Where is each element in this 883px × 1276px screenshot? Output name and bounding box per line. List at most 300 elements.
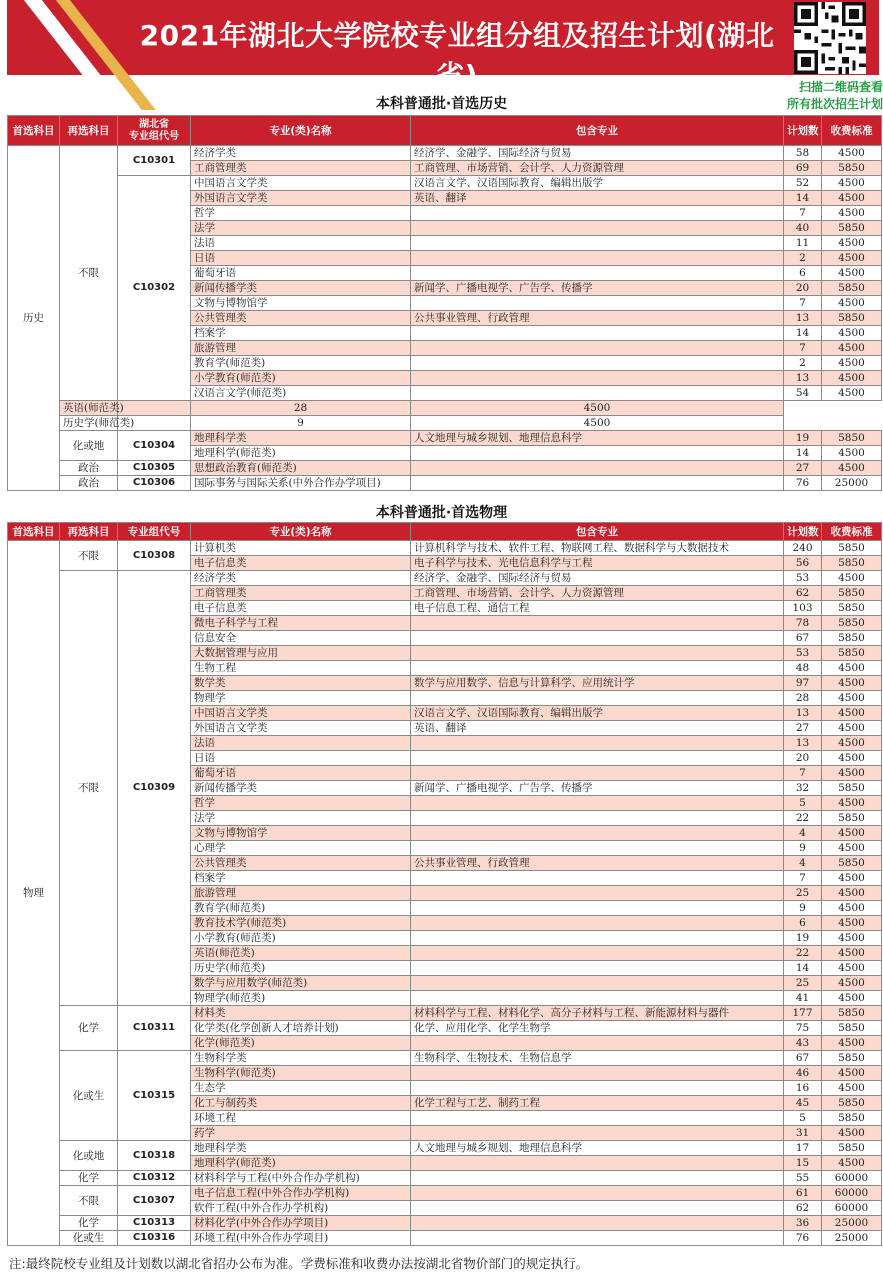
included-majors-cell (411, 1156, 784, 1171)
included-majors-cell (411, 931, 784, 946)
fee-cell: 4500 (822, 946, 882, 961)
col-header-major-name: 专业(类)名称 (191, 523, 411, 541)
major-name-cell: 英语(师范类) (60, 401, 118, 416)
plan-count-cell: 9 (191, 416, 411, 431)
included-majors-cell (411, 251, 784, 266)
history-plan-table (7, 115, 882, 491)
major-name-cell: 软件工程(中外合作办学机构) (191, 1201, 411, 1216)
plan-count-cell: 62 (784, 586, 822, 601)
group-code-cell: C10318 (118, 1141, 191, 1171)
fee-cell: 4500 (822, 886, 882, 901)
group-code-cell: C10311 (118, 1006, 191, 1051)
included-majors-cell: 人文地理与城乡规划、地理信息科学 (411, 431, 784, 446)
plan-count-cell: 14 (784, 961, 822, 976)
major-name-cell: 英语(师范类) (191, 946, 411, 961)
plan-count-cell: 78 (784, 616, 822, 631)
plan-count-cell: 9 (784, 901, 822, 916)
major-name-cell: 档案学 (191, 871, 411, 886)
major-name-cell: 生物工程 (191, 661, 411, 676)
second-subject-cell: 不限 (60, 541, 118, 571)
col-header-group-code (118, 116, 191, 146)
table-row (8, 1051, 882, 1066)
included-majors-cell: 电子信息工程、通信工程 (411, 601, 784, 616)
included-majors-cell: 英语、翻译 (411, 191, 784, 206)
included-majors-cell (411, 266, 784, 281)
qr-caption-line1: 扫描二维码查看 (798, 80, 883, 94)
plan-count-cell: 16 (784, 1081, 822, 1096)
fee-cell: 4500 (822, 721, 882, 736)
included-majors-cell (411, 326, 784, 341)
table-row (8, 571, 882, 586)
col-header-second-subject: 再选科目 (60, 116, 118, 146)
fee-cell: 4500 (822, 266, 882, 281)
included-majors-cell (411, 1036, 784, 1051)
plan-count-cell: 14 (784, 326, 822, 341)
group-code-cell: C10308 (118, 541, 191, 571)
plan-count-cell: 27 (784, 721, 822, 736)
included-majors-cell (411, 871, 784, 886)
plan-count-cell: 2 (784, 356, 822, 371)
plan-count-cell: 6 (784, 916, 822, 931)
included-majors-cell (411, 976, 784, 991)
table-row (8, 1231, 882, 1246)
second-subject-cell: 不限 (60, 146, 118, 401)
fee-cell: 4500 (822, 826, 882, 841)
table-row (8, 1216, 882, 1231)
included-majors-cell (411, 961, 784, 976)
plan-count-cell: 9 (784, 841, 822, 856)
plan-count-cell: 20 (784, 281, 822, 296)
major-name-cell: 新闻传播学类 (191, 781, 411, 796)
plan-count-cell: 76 (784, 476, 822, 491)
plan-count-cell: 56 (784, 556, 822, 571)
plan-count-cell: 22 (784, 811, 822, 826)
major-name-cell: 材料化学(中外合作办学项目) (191, 1216, 411, 1231)
included-majors-cell: 英语、翻译 (411, 721, 784, 736)
fee-cell: 4500 (822, 676, 882, 691)
fee-cell: 5850 (822, 586, 882, 601)
major-name-cell: 小学教育(师范类) (191, 371, 411, 386)
included-majors-cell: 汉语言文学、汉语国际教育、编辑出版学 (411, 176, 784, 191)
major-name-cell: 数学与应用数学(师范类) (191, 976, 411, 991)
plan-count-cell: 5 (784, 796, 822, 811)
included-majors-cell (411, 296, 784, 311)
major-name-cell: 教育学(师范类) (191, 356, 411, 371)
fee-cell: 5850 (822, 601, 882, 616)
second-subject-cell: 化或生 (60, 1231, 118, 1246)
major-name-cell: 电子信息类 (191, 601, 411, 616)
second-subject-cell: 政治 (60, 476, 118, 491)
plan-count-cell: 11 (784, 236, 822, 251)
fee-cell: 25000 (822, 1231, 882, 1246)
major-name-cell: 工商管理类 (191, 586, 411, 601)
group-code-cell: C10312 (118, 1171, 191, 1186)
plan-count-cell: 28 (784, 691, 822, 706)
fee-cell: 4500 (411, 401, 784, 416)
plan-count-cell: 19 (784, 931, 822, 946)
major-name-cell: 法学 (191, 811, 411, 826)
group-code-cell: C10309 (118, 571, 191, 1006)
fee-cell: 60000 (822, 1201, 882, 1216)
included-majors-cell: 人文地理与城乡规划、地理信息科学 (411, 1141, 784, 1156)
included-majors-cell (411, 736, 784, 751)
plan-count-cell: 41 (784, 991, 822, 1006)
second-subject-cell: 政治 (60, 461, 118, 476)
included-majors-cell (411, 646, 784, 661)
major-name-cell: 地理科学(师范类) (191, 1156, 411, 1171)
plan-count-cell: 45 (784, 1096, 822, 1111)
plan-count-cell: 15 (784, 1156, 822, 1171)
table-row (8, 1006, 882, 1021)
plan-count-cell: 13 (784, 706, 822, 721)
group-code-cell: C10316 (118, 1231, 191, 1246)
plan-count-cell: 97 (784, 676, 822, 691)
included-majors-cell: 工商管理、市场营销、会计学、人力资源管理 (411, 161, 784, 176)
major-name-cell: 计算机类 (191, 541, 411, 556)
included-majors-cell (411, 1066, 784, 1081)
fee-cell: 4500 (822, 976, 882, 991)
plan-count-cell: 53 (784, 646, 822, 661)
major-name-cell: 化学(师范类) (191, 1036, 411, 1051)
included-majors-cell: 公共事业管理、行政管理 (411, 311, 784, 326)
fee-cell: 4500 (822, 206, 882, 221)
col-header-major-name: 专业(类)名称 (191, 116, 411, 146)
fee-cell: 4500 (822, 146, 882, 161)
fee-cell: 4500 (822, 386, 882, 401)
second-subject-cell: 化或地 (60, 431, 118, 461)
table-row (8, 476, 882, 491)
included-majors-cell (411, 691, 784, 706)
fee-cell: 5850 (822, 781, 882, 796)
major-name-cell: 法语 (191, 736, 411, 751)
plan-count-cell: 40 (784, 221, 822, 236)
fee-cell: 5850 (822, 811, 882, 826)
included-majors-cell: 数学与应用数学、信息与计算科学、应用统计学 (411, 676, 784, 691)
major-name-cell: 新闻传播学类 (191, 281, 411, 296)
plan-count-cell: 61 (784, 1186, 822, 1201)
fee-cell: 4500 (822, 341, 882, 356)
fee-cell: 5850 (822, 431, 882, 446)
included-majors-cell (411, 1231, 784, 1246)
group-code-cell: C10302 (118, 176, 191, 401)
fee-cell: 60000 (822, 1171, 882, 1186)
col-header-fee: 收费标准 (822, 116, 882, 146)
plan-count-cell: 36 (784, 1216, 822, 1231)
fee-cell: 4500 (822, 766, 882, 781)
major-name-cell: 外国语言文学类 (191, 191, 411, 206)
col-header-first-subject: 首选科目 (8, 116, 60, 146)
page-title: 2021年湖北大学院校专业组分组及招生计划(湖北省) (139, 19, 775, 92)
included-majors-cell (411, 341, 784, 356)
first-subject-cell: 历史 (8, 146, 60, 491)
major-name-cell: 汉语言文学(师范类) (191, 386, 411, 401)
plan-count-cell: 69 (784, 161, 822, 176)
major-name-cell: 小学教育(师范类) (191, 931, 411, 946)
major-name-cell: 生态学 (191, 1081, 411, 1096)
included-majors-cell (411, 1126, 784, 1141)
plan-count-cell: 32 (784, 781, 822, 796)
included-majors-cell (411, 766, 784, 781)
col-header-included-majors: 包含专业 (411, 523, 784, 541)
fee-cell: 4500 (822, 736, 882, 751)
fee-cell: 25000 (822, 1216, 882, 1231)
included-majors-cell (411, 826, 784, 841)
included-majors-cell: 电子科学与技术、光电信息科学与工程 (411, 556, 784, 571)
plan-count-cell: 48 (784, 661, 822, 676)
plan-count-cell: 17 (784, 1141, 822, 1156)
major-name-cell: 物理学 (191, 691, 411, 706)
major-name-cell: 物理学(师范类) (191, 991, 411, 1006)
second-subject-cell: 化学 (60, 1216, 118, 1231)
plan-count-cell: 7 (784, 871, 822, 886)
major-name-cell: 经济学类 (191, 146, 411, 161)
col-header-first-subject: 首选科目 (8, 523, 60, 541)
major-name-cell: 化学类(化学创新人才培养计划) (191, 1021, 411, 1036)
included-majors-cell (411, 1186, 784, 1201)
fee-cell: 5850 (822, 1006, 882, 1021)
section-title-history: 本科普通批·首选历史 (375, 96, 508, 112)
fee-cell: 5850 (822, 556, 882, 571)
plan-count-cell: 46 (784, 1066, 822, 1081)
fee-cell: 5850 (822, 1111, 882, 1126)
plan-count-cell: 7 (784, 206, 822, 221)
included-majors-cell (411, 476, 784, 491)
fee-cell: 4500 (822, 1066, 882, 1081)
qr-code-icon[interactable] (794, 2, 866, 74)
major-name-cell: 历史学(师范类) (60, 416, 118, 431)
table-row (8, 431, 882, 446)
plan-count-cell: 6 (784, 266, 822, 281)
included-majors-cell: 经济学、金融学、国际经济与贸易 (411, 571, 784, 586)
major-name-cell: 地理科学类 (191, 431, 411, 446)
second-subject-cell: 不限 (60, 571, 118, 1006)
table-row (8, 176, 882, 191)
plan-count-cell: 53 (784, 571, 822, 586)
major-name-cell: 法学 (191, 221, 411, 236)
fee-cell: 4500 (822, 961, 882, 976)
included-majors-cell (411, 916, 784, 931)
major-name-cell: 经济学类 (191, 571, 411, 586)
included-majors-cell: 化学、应用化学、化学生物学 (411, 1021, 784, 1036)
table-row (8, 1141, 882, 1156)
fee-cell: 4500 (822, 1036, 882, 1051)
table-row (8, 146, 882, 161)
fee-cell: 5850 (822, 856, 882, 871)
table-row (8, 1186, 882, 1201)
plan-count-cell: 25 (784, 976, 822, 991)
major-name-cell: 环境工程(中外合作办学项目) (191, 1231, 411, 1246)
included-majors-cell: 材料科学与工程、材料化学、高分子材料与工程、新能源材料与器件 (411, 1006, 784, 1021)
plan-count-cell: 177 (784, 1006, 822, 1021)
included-majors-cell (411, 446, 784, 461)
col-header-code-line1: 湖北省 (139, 118, 169, 130)
fee-cell: 4500 (822, 931, 882, 946)
major-name-cell: 档案学 (191, 326, 411, 341)
group-code-cell: C10313 (118, 1216, 191, 1231)
table-row (8, 416, 882, 431)
included-majors-cell (411, 901, 784, 916)
fee-cell: 5850 (822, 161, 882, 176)
fee-cell: 4500 (822, 176, 882, 191)
major-name-cell: 中国语言文学类 (191, 706, 411, 721)
included-majors-cell (411, 991, 784, 1006)
plan-count-cell: 27 (784, 461, 822, 476)
major-name-cell: 哲学 (191, 206, 411, 221)
included-majors-cell (411, 1201, 784, 1216)
major-name-cell: 地理科学(师范类) (191, 446, 411, 461)
major-name-cell: 大数据管理与应用 (191, 646, 411, 661)
included-majors-cell (411, 1171, 784, 1186)
fee-cell: 4500 (822, 841, 882, 856)
second-subject-cell: 化学 (60, 1171, 118, 1186)
group-code-cell: C10307 (118, 1186, 191, 1216)
major-name-cell: 教育学(师范类) (191, 901, 411, 916)
physics-plan-table (7, 522, 882, 1246)
major-name-cell: 法语 (191, 236, 411, 251)
included-majors-cell (411, 616, 784, 631)
fee-cell: 60000 (822, 1186, 882, 1201)
plan-count-cell: 19 (784, 431, 822, 446)
included-majors-cell: 工商管理、市场营销、会计学、人力资源管理 (411, 586, 784, 601)
fee-cell: 4500 (822, 661, 882, 676)
fee-cell: 25000 (822, 476, 882, 491)
fee-cell: 4500 (822, 916, 882, 931)
table-row (8, 401, 882, 416)
second-subject-cell: 化或生 (60, 1051, 118, 1141)
col-header-code-line2: 专业组代号 (129, 130, 179, 142)
included-majors-cell (411, 1111, 784, 1126)
group-code-cell: C10301 (118, 146, 191, 176)
plan-count-cell: 2 (784, 251, 822, 266)
plan-count-cell: 52 (784, 176, 822, 191)
fee-cell: 5850 (822, 221, 882, 236)
major-name-cell: 地理科学类 (191, 1141, 411, 1156)
col-header-plan: 计划数 (784, 116, 822, 146)
plan-count-cell: 58 (784, 146, 822, 161)
fee-cell: 4500 (822, 251, 882, 266)
group-code-cell: C10305 (118, 461, 191, 476)
included-majors-cell (411, 206, 784, 221)
fee-cell: 5850 (822, 616, 882, 631)
included-majors-cell: 经济学、金融学、国际经济与贸易 (411, 146, 784, 161)
table-row (8, 541, 882, 556)
fee-cell: 5850 (822, 281, 882, 296)
major-name-cell: 电子信息类 (191, 556, 411, 571)
major-name-cell: 国际事务与国际关系(中外合作办学项目) (191, 476, 411, 491)
major-name-cell: 数学类 (191, 676, 411, 691)
fee-cell: 4500 (822, 796, 882, 811)
second-subject-cell: 化学 (60, 1006, 118, 1051)
second-subject-cell: 不限 (60, 1186, 118, 1216)
included-majors-cell (411, 796, 784, 811)
col-header-included-majors: 包含专业 (411, 116, 784, 146)
included-majors-cell (411, 386, 784, 401)
plan-count-cell: 103 (784, 601, 822, 616)
fee-cell: 4500 (822, 1126, 882, 1141)
included-majors-cell (411, 1216, 784, 1231)
major-name-cell: 文物与博物馆学 (191, 296, 411, 311)
fee-cell: 4500 (822, 871, 882, 886)
fee-cell: 4500 (822, 371, 882, 386)
fee-cell: 4500 (822, 691, 882, 706)
plan-count-cell: 13 (784, 371, 822, 386)
col-header-second-subject: 再选科目 (60, 523, 118, 541)
plan-count-cell: 7 (784, 766, 822, 781)
plan-count-cell: 5 (784, 1111, 822, 1126)
included-majors-cell (411, 1081, 784, 1096)
plan-count-cell: 20 (784, 751, 822, 766)
included-majors-cell (411, 811, 784, 826)
included-majors-cell (411, 661, 784, 676)
major-name-cell: 生物科学类 (191, 1051, 411, 1066)
major-name-cell: 日语 (191, 251, 411, 266)
major-name-cell: 日语 (191, 751, 411, 766)
plan-count-cell: 54 (784, 386, 822, 401)
fee-cell: 4500 (822, 461, 882, 476)
fee-cell: 4500 (822, 1081, 882, 1096)
fee-cell: 4500 (822, 236, 882, 251)
fee-cell: 5850 (822, 1141, 882, 1156)
table-row (8, 1171, 882, 1186)
included-majors-cell: 新闻学、广播电视学、广告学、传播学 (411, 281, 784, 296)
major-name-cell: 教育技术学(师范类) (191, 916, 411, 931)
plan-count-cell: 7 (784, 341, 822, 356)
plan-count-cell: 25 (784, 886, 822, 901)
major-name-cell: 中国语言文学类 (191, 176, 411, 191)
major-name-cell: 电子信息工程(中外合作办学机构) (191, 1186, 411, 1201)
plan-count-cell: 76 (784, 1231, 822, 1246)
included-majors-cell: 新闻学、广播电视学、广告学、传播学 (411, 781, 784, 796)
included-majors-cell: 化学工程与工艺、制药工程 (411, 1096, 784, 1111)
fee-cell: 4500 (822, 991, 882, 1006)
major-name-cell: 葡萄牙语 (191, 766, 411, 781)
major-name-cell: 历史学(师范类) (191, 961, 411, 976)
major-name-cell: 外国语言文学类 (191, 721, 411, 736)
col-header-plan: 计划数 (784, 523, 822, 541)
plan-count-cell: 22 (784, 946, 822, 961)
group-code-cell: C10304 (118, 431, 191, 461)
table-row (8, 461, 882, 476)
plan-count-cell: 75 (784, 1021, 822, 1036)
fee-cell: 4500 (822, 326, 882, 341)
included-majors-cell (411, 236, 784, 251)
plan-count-cell: 13 (784, 311, 822, 326)
major-name-cell: 材料类 (191, 1006, 411, 1021)
group-code-cell: C10315 (118, 1051, 191, 1141)
footer-note: 注:最终院校专业组及计划数以湖北省招办公布为准。学费标准和收费办法按湖北省物价部门的规定执行。 (9, 1256, 589, 1271)
included-majors-cell (411, 946, 784, 961)
plan-count-cell: 55 (784, 1171, 822, 1186)
fee-cell: 4500 (822, 446, 882, 461)
plan-count-cell: 67 (784, 631, 822, 646)
plan-count-cell: 7 (784, 296, 822, 311)
major-name-cell: 化工与制药类 (191, 1096, 411, 1111)
major-name-cell: 心理学 (191, 841, 411, 856)
group-code-cell: C10306 (118, 476, 191, 491)
fee-cell: 4500 (822, 571, 882, 586)
fee-cell: 5850 (822, 1051, 882, 1066)
fee-cell: 5850 (822, 1021, 882, 1036)
major-name-cell: 材料科学与工程(中外合作办学机构) (191, 1171, 411, 1186)
plan-count-cell: 240 (784, 541, 822, 556)
major-name-cell: 工商管理类 (191, 161, 411, 176)
included-majors-cell (411, 356, 784, 371)
major-name-cell: 思想政治教育(师范类) (191, 461, 411, 476)
fee-cell: 4500 (822, 706, 882, 721)
included-majors-cell: 计算机科学与技术、软件工程、物联网工程、数据科学与大数据技术 (411, 541, 784, 556)
included-majors-cell: 公共事业管理、行政管理 (411, 856, 784, 871)
included-majors-cell (411, 751, 784, 766)
